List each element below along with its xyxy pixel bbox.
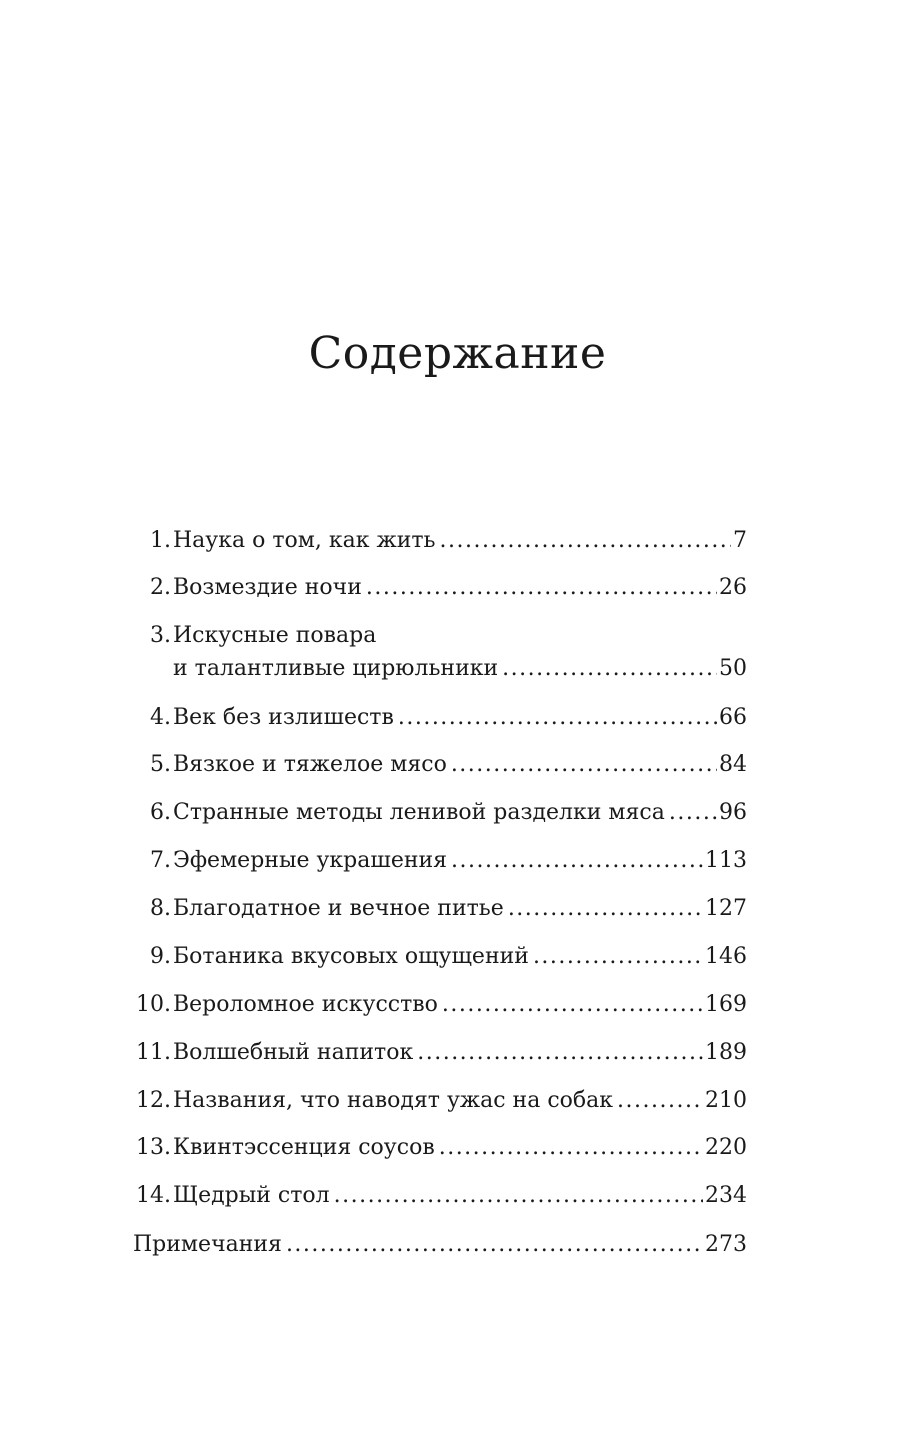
entry-number: 2. bbox=[150, 575, 171, 600]
entry-number: 13. bbox=[136, 1135, 171, 1160]
entry-title-line1: Искусные повара bbox=[173, 623, 377, 648]
entry-page: 127 bbox=[705, 896, 747, 921]
dot-leader bbox=[286, 1228, 703, 1262]
entry-number: 10. bbox=[136, 992, 171, 1017]
page-title: Содержание bbox=[308, 328, 607, 379]
entry-number: 1. bbox=[150, 528, 171, 553]
toc-entry-12 bbox=[133, 1084, 747, 1118]
entry-title: Странные методы ленивой разделки мяса bbox=[173, 800, 665, 825]
entry-number: 11. bbox=[136, 1040, 171, 1065]
entry-title: Наука о том, как жить bbox=[173, 528, 436, 553]
dot-leader bbox=[451, 844, 703, 878]
entry-title: Квинтэссенция соусов bbox=[173, 1135, 435, 1160]
entry-title: Эфемерные украшения bbox=[173, 848, 448, 873]
entry-number: 3. bbox=[150, 623, 171, 648]
entry-number: 12. bbox=[136, 1088, 171, 1113]
entry-page: 7 bbox=[733, 528, 747, 553]
toc-entry-11 bbox=[133, 1036, 747, 1070]
dot-leader bbox=[502, 652, 717, 686]
entry-title: Волшебный напиток bbox=[173, 1040, 414, 1065]
dot-leader bbox=[442, 988, 703, 1022]
entry-title: и талантливые цирюльники bbox=[173, 656, 499, 681]
dot-leader bbox=[398, 701, 717, 735]
toc-entry-13 bbox=[133, 1131, 747, 1165]
entry-title: Возмездие ночи bbox=[173, 575, 362, 600]
entry-page: 66 bbox=[719, 705, 747, 730]
entry-number: 7. bbox=[150, 848, 171, 873]
entry-title: Примечания bbox=[133, 1232, 282, 1257]
entry-page: 169 bbox=[705, 992, 747, 1017]
toc-entry-9 bbox=[133, 940, 747, 974]
dot-leader bbox=[451, 748, 717, 782]
entry-number: 9. bbox=[150, 944, 171, 969]
entry-page: 96 bbox=[719, 800, 747, 825]
entry-page: 273 bbox=[705, 1232, 747, 1257]
toc-entry-6 bbox=[133, 796, 747, 830]
entry-number: 6. bbox=[150, 800, 171, 825]
entry-number: 14. bbox=[136, 1183, 171, 1208]
toc-entry-2 bbox=[133, 571, 747, 605]
toc-entry-4 bbox=[133, 701, 747, 735]
toc-entry-3-line1 bbox=[133, 619, 747, 653]
toc-entry-7 bbox=[133, 844, 747, 878]
entry-page: 26 bbox=[719, 575, 747, 600]
dot-leader bbox=[417, 1036, 703, 1070]
toc-entry-14 bbox=[133, 1179, 747, 1213]
entry-title: Названия, что наводят ужас на собак bbox=[173, 1088, 614, 1113]
entry-page: 50 bbox=[719, 656, 747, 681]
toc-entry-notes bbox=[133, 1228, 747, 1262]
entry-title: Вязкое и тяжелое мясо bbox=[173, 752, 447, 777]
entry-number: 5. bbox=[150, 752, 171, 777]
entry-page: 146 bbox=[705, 944, 747, 969]
dot-leader bbox=[440, 524, 731, 558]
dot-leader bbox=[533, 940, 703, 974]
dot-leader bbox=[508, 892, 703, 926]
toc-entry-5 bbox=[133, 748, 747, 782]
toc-entry-1 bbox=[133, 524, 747, 558]
dot-leader bbox=[334, 1179, 703, 1213]
entry-page: 84 bbox=[719, 752, 747, 777]
entry-page: 189 bbox=[705, 1040, 747, 1065]
entry-page: 234 bbox=[705, 1183, 747, 1208]
entry-title: Благодатное и вечное питье bbox=[173, 896, 504, 921]
toc-entry-10 bbox=[133, 988, 747, 1022]
entry-number: 4. bbox=[150, 705, 171, 730]
entry-page: 210 bbox=[705, 1088, 747, 1113]
dot-leader bbox=[617, 1084, 703, 1118]
dot-leader bbox=[439, 1131, 703, 1165]
entry-title: Вероломное искусство bbox=[173, 992, 438, 1017]
toc-entry-3 bbox=[133, 652, 747, 686]
toc-entry-8 bbox=[133, 892, 747, 926]
entry-number: 8. bbox=[150, 896, 171, 921]
dot-leader bbox=[366, 571, 717, 605]
entry-page: 220 bbox=[705, 1135, 747, 1160]
entry-page: 113 bbox=[705, 848, 747, 873]
entry-title: Век без излишеств bbox=[173, 705, 394, 730]
entry-title: Щедрый стол bbox=[173, 1183, 330, 1208]
entry-title: Ботаника вкусовых ощущений bbox=[173, 944, 529, 969]
dot-leader bbox=[669, 796, 717, 830]
